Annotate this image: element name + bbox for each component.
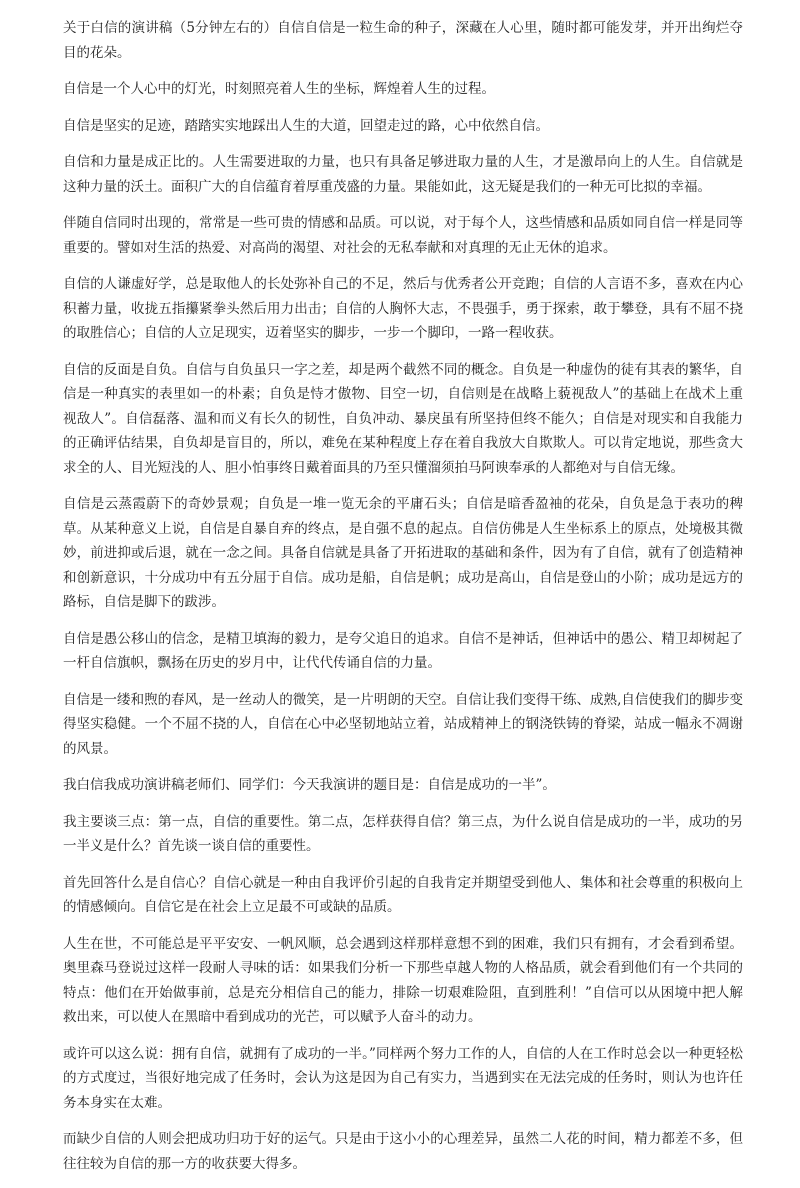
paragraph-yugong: 自信是愚公移山的信念，是精卫填海的毅力，是夸父追日的追求。自信不是神话，但神话中的愚公、精卫却树起了一杆自信旗帜，飘扬在历史的岁月中，让代代传诵自信的力量。 xyxy=(63,630,743,671)
paragraph-half-success: 或许可以这么说：拥有自信，就拥有了成功的一半。”同样两个努力工作的人，自信的人在工作时总会以一种更轻松的方式度过，当很好地完成了任务时，会认为这是因为自己有实力，当遇到实在无法完成的任务时，则认为也许任务本身实在太难。 xyxy=(63,1045,743,1111)
paragraph-luck: 而缺少自信的人则会把成功归功于好的运气。只是由于这小小的心理差异，虽然二人花的时间，精力都差不多，但往往较为自信的那一方的收获要大得多。 xyxy=(63,1131,743,1172)
paragraph-definition: 首先回答什么是自信心？自信心就是一种由自我评价引起的自我肯定并期望受到他人、集体和社会尊重的积极向上的情感倾向。自信它是在社会上立足最不可或缺的品质。 xyxy=(63,874,743,915)
paragraph-qualities: 伴随自信同时出现的，常常是一些可贵的情感和品质。可以说，对于每个人，这些情感和品质如同自信一样是同等重要的。譬如对生活的热爱、对高尚的渴望、对社会的无私奉献和对真理的无止无休的追求。 xyxy=(63,215,743,256)
paragraph-modest: 自信的人谦虚好学，总是取他人的长处弥补自己的不足，然后与优秀者公开竞跑；自信的人言语不多，喜欢在内心积蓄力量，收拢五指攥紧拳头然后用力出击；自信的人胸怀大志，不畏强手，勇于探索，敢于攀登，具有不屈不挠的取胜信心；自信的人立足现实，迈着坚实的脚步，一步一个脚印，一路一程收获。 xyxy=(63,276,743,341)
paragraph-arrogance: 自信的反面是自负。自信与自负虽只一字之差，却是两个截然不同的概念。自负是一种虚伪的徒有其表的繁华，自信是一种真实的表里如一的朴素；自负是恃才傲物、目空一切，自信则是在战略上藐视敌人”的基础上在战术上重视敌人”。自信磊落、温和而义有长久的韧性，自负冲动、暴戾虽有所坚持但终不能久；自信是对现实和自我能力的正确评估结果，自负却是盲目的，所以，难免在某种程度上存在着自我放大自欺欺人。可以肯定地说，那些贪大求全的人、目光短浅的人、胆小怕事终日戴着面具的乃至只懂溜须拍马阿谀奉承的人都绝对与自信无缘。 xyxy=(63,361,743,476)
paragraph-lamp: 自信是一个人心中的灯光，时刻照亮着人生的坐标，辉煌着人生的过程。 xyxy=(63,81,495,97)
paragraph-footprints: 自信是坚实的足迹，踏踏实实地踩出人生的大道，回望走过的路，心中依然自信。 xyxy=(63,117,549,134)
document-body xyxy=(63,16,743,1188)
paragraph-adversity: 人生在世，不可能总是平平安安、一帆风顺，总会遇到这样那样意想不到的困难，我们只有拥有，才会看到希望。奥里森马登说过这样一段耐人寻味的话：如果我们分析一下那些卓越人物的人格品质，就会看到他们有一个共同的特点：他们在开始做事前，总是充分相信自己的能力，排除一切艰难险阻，直到胜利！”自信可以从困境中把人解救出来，可以使人在黑暗中看到成功的光芒，可以赋予人奋斗的动力。 xyxy=(63,935,743,1025)
paragraph-breeze: 自信是一缕和煦的春风，是一丝动人的微笑，是一片明朗的天空。自信让我们变得干练、成熟,自信使我们的脚步变得坚实稳健。一个不屈不挠的人，自信在心中必坚韧地站立着，站成精神上的钢浇铁铸的脊梁，站成一幅永不凋谢的风景。 xyxy=(63,691,743,757)
paragraph-intro: 关于白信的演讲稿（5分钟左右的）自信自信是一粒生命的种子，深藏在人心里，随时都可能发芽，并开出绚烂夺目的花朵。 xyxy=(63,20,743,61)
paragraph-strength: 自信和力量是成正比的。人生需要进取的力量，也只有具备足够进取力量的人生，才是激昂向上的人生。自信就是这种力量的沃土。面积广大的自信蕴育着厚重茂盛的力量。果能如此，这无疑是我们的一种无可比拟的幸福。 xyxy=(63,154,743,195)
paragraph-scenery: 自信是云蒸霞蔚下的奇妙景观；自负是一堆一览无余的平庸石头；自信是暗香盈袖的花朵，自负是急于表功的稗草。从某种意义上说，自信是自暴自弃的终点，是自强不息的起点。自信仿佛是人生坐标系上的原点，处境极其微妙，前进抑或后退，就在一念之间。具备自信就是具备了开拓进取的基础和条件，因为有了自信，就有了创造精神和创新意识，十分成功中有五分屈于自信。成功是船，自信是帆；成功是高山，自信是登山的小阶；成功是远方的路标，自信是脚下的跋涉。 xyxy=(63,496,743,610)
paragraph-speech-title: 我白信我成功演讲稿老师们、同学们：今天我演讲的题目是：自信是成功的一半”。 xyxy=(63,777,556,793)
paragraph-three-points: 我主要谈三点：第一点，自信的重要性。第二点，怎样获得自信？第三点，为什么说自信是成功的一半，成功的另一半义是什么？首先谈一谈自信的重要性。 xyxy=(63,813,743,854)
